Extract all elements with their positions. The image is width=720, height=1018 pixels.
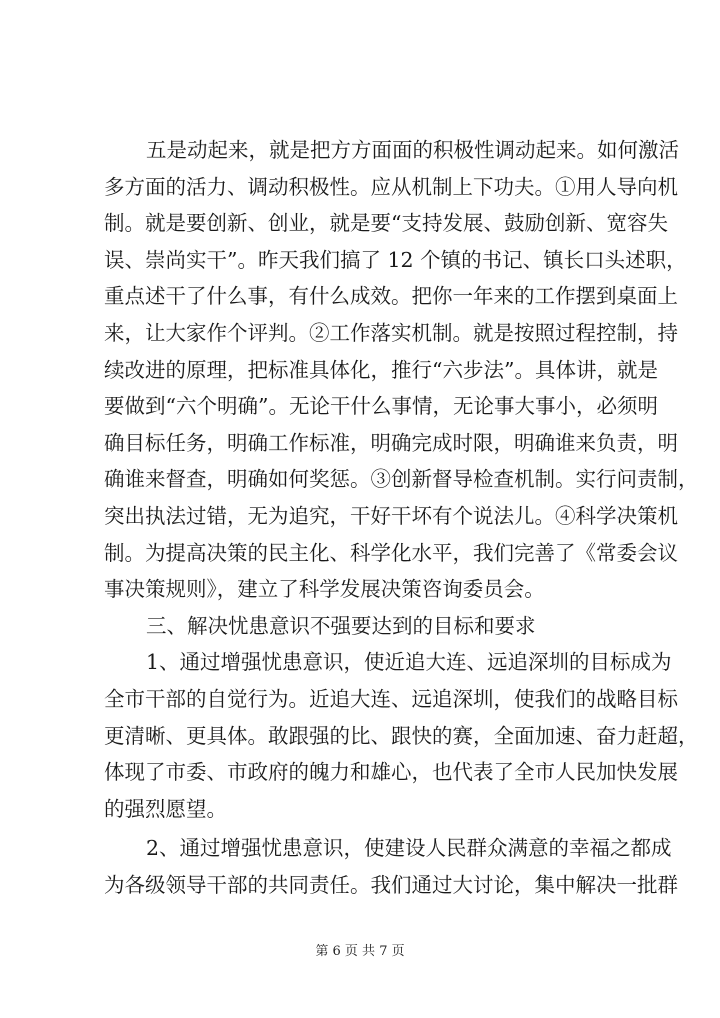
text-line: 多方面的活力、调动积极性。应从机制上下功夫。①用人导向机 bbox=[104, 174, 678, 199]
heading-text: 三、解决忧患意识不强要达到的目标和要求 bbox=[146, 613, 536, 638]
text-line: 事决策规则》，建立了科学发展决策咨询委员会。 bbox=[104, 577, 545, 602]
text-line: 1、通过增强忧患意识，使近追大连、远追深圳的目标成为 bbox=[146, 650, 672, 675]
text-line: 制。为提高决策的民主化、科学化水平，我们完善了《常委会议 bbox=[104, 540, 678, 565]
text-line: 体现了市委、市政府的魄力和雄心，也代表了全市人民加快发展 bbox=[104, 760, 678, 785]
text-line: 误、崇尚实干”。昨天我们搞了 12 个镇的书记、镇长口头述职， bbox=[104, 247, 687, 272]
paragraph-item-2 bbox=[104, 830, 678, 903]
text-line: 重点述干了什么事，有什么成效。把你一年来的工作摆到桌面上 bbox=[104, 284, 678, 309]
paragraph-mechanisms bbox=[104, 132, 699, 608]
text-line: 为各级领导干部的共同责任。我们通过大讨论，集中解决一批群 bbox=[104, 872, 678, 897]
page-number-footer: 第 6 页 共 7 页 bbox=[315, 944, 405, 959]
document-body bbox=[104, 132, 699, 903]
text-line: 的强烈愿望。 bbox=[104, 796, 227, 821]
text-line: 制。就是要创新、创业，就是要“支持发展、鼓励创新、宽容失 bbox=[104, 211, 668, 236]
text-line: 更清晰、更具体。敢跟强的比、跟快的赛，全面加速、奋力赶超， bbox=[104, 723, 699, 748]
text-line: 来，让大家作个评判。②工作落实机制。就是按照过程控制，持 bbox=[104, 320, 678, 345]
paragraph-item-1 bbox=[104, 644, 699, 827]
text-line: 要做到“六个明确”。无论干什么事情，无论事大事小，必须明 bbox=[104, 394, 658, 419]
text-line: 全市干部的自觉行为。近追大连、远追深圳，使我们的战略目标 bbox=[104, 686, 678, 711]
text-line: 确谁来督查，明确如何奖惩。③创新督导检查机制。实行问责制， bbox=[104, 467, 699, 492]
text-line: 五是动起来，就是把方方面面的积极性调动起来。如何激活 bbox=[146, 138, 679, 162]
section-heading bbox=[104, 608, 615, 645]
text-line: 突出执法过错，无为追究，干好干坏有个说法儿。④科学决策机 bbox=[104, 503, 678, 528]
text-line: 续改进的原理，把标准具体化，推行“六步法”。具体讲，就是 bbox=[104, 357, 658, 382]
text-line: 2、通过增强忧患意识，使建设人民群众满意的幸福之都成 bbox=[146, 836, 672, 861]
text-line: 确目标任务，明确工作标准，明确完成时限，明确谁来负责，明 bbox=[104, 430, 678, 455]
